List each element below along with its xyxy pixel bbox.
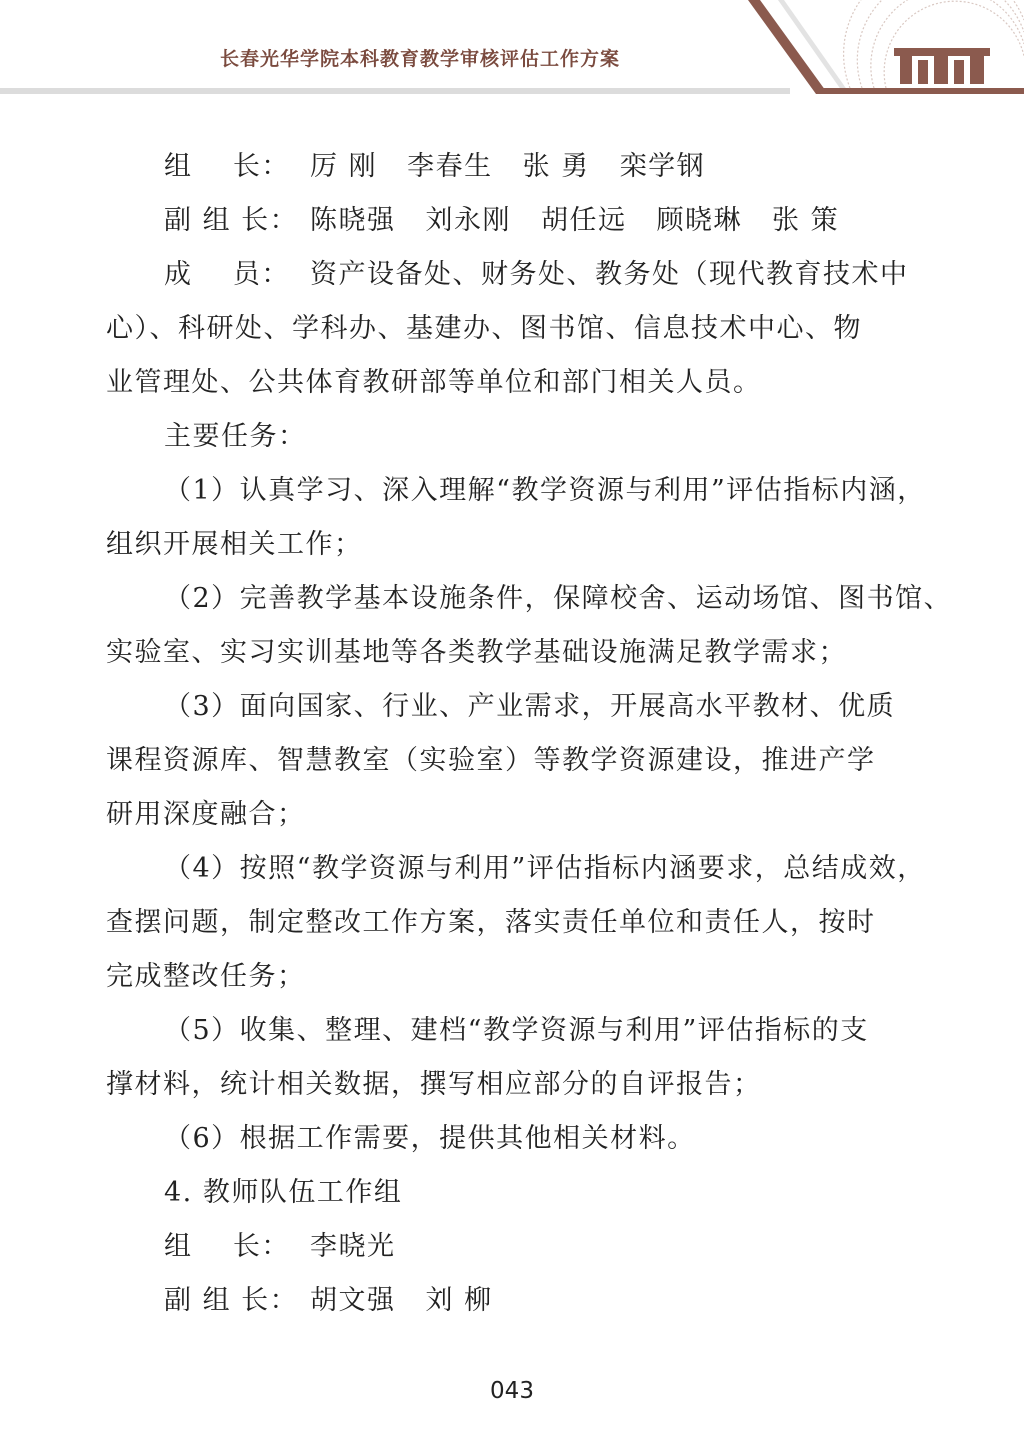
task-line: （1）认真学习、深入理解“教学资源与利用”评估指标内涵， (164, 475, 926, 506)
deputy-name: 顾晓琳 (656, 205, 742, 236)
leader-name: 厉 刚 (310, 151, 378, 182)
members-text: 资产设备处、财务处、教务处（现代教育技术中 (310, 259, 909, 290)
deputy-name: 胡文强 (310, 1285, 396, 1316)
document-title: 长春光华学院本科教育教学审核评估工作方案 (220, 48, 621, 70)
members-text-line: 心）、科研处、学科办、基建办、图书馆、信息技术中心、物 (106, 313, 862, 344)
page-number: 043 (490, 1378, 534, 1404)
tasks-title: 主要任务： (164, 421, 307, 452)
members-text-line: 业管理处、公共体育教研部等单位和部门相关人员。 (106, 367, 762, 398)
members-label: 成 员： (164, 259, 290, 290)
task-line: （4）按照“教学资源与利用”评估指标内涵要求，总结成效， (164, 853, 926, 884)
task-line: 撑材料，统计相关数据，撰写相应部分的自评报告； (106, 1069, 762, 1100)
deputy-name: 刘 柳 (425, 1285, 493, 1316)
deputy-name: 胡任远 (541, 205, 627, 236)
deputy-name: 张 策 (772, 205, 840, 236)
building-logo-icon (894, 48, 990, 84)
task-line: 完成整改任务； (106, 961, 306, 992)
task-line: 实验室、实习实训基地等各类教学基础设施满足教学需求； (106, 637, 847, 668)
task-line: 研用深度融合； (106, 799, 306, 830)
group3-deputy-row (106, 194, 924, 248)
task-line: 查摆问题，制定整改工作方案，落实责任单位和责任人，按时 (106, 907, 876, 938)
leader-label: 组 长： (164, 151, 290, 182)
group3-leader-row (106, 140, 924, 194)
group4-leader-row (106, 1220, 924, 1274)
task-line: （6）根据工作需要，提供其他相关材料。 (164, 1123, 696, 1154)
leader-name: 李春生 (407, 151, 493, 182)
page-header (0, 0, 1024, 100)
task-line: （3）面向国家、行业、产业需求，开展高水平教材、优质 (164, 691, 896, 722)
group3-members-row (106, 248, 924, 302)
task-line: （2）完善教学基本设施条件，保障校舍、运动场馆、图书馆、 (164, 583, 953, 614)
deputy-name: 陈晓强 (310, 205, 396, 236)
group4-deputy-row (106, 1274, 924, 1328)
section-title: 4. 教师队伍工作组 (164, 1177, 403, 1208)
task-line: （5）收集、整理、建档“教学资源与利用”评估指标的支 (164, 1015, 869, 1046)
leader-name: 栾学钢 (619, 151, 706, 182)
deputy-label: 副 组 长： (164, 205, 299, 236)
leader-name: 张 勇 (522, 151, 590, 182)
deputy-label: 副 组 长： (164, 1285, 299, 1316)
task-line: 组织开展相关工作； (106, 529, 363, 560)
document-body (106, 140, 953, 1328)
task-line: 课程资源库、智慧教室（实验室）等教学资源建设，推进产学 (106, 745, 876, 776)
deputy-name: 刘永刚 (425, 205, 511, 236)
leader-label: 组 长： (164, 1231, 290, 1262)
leader-name: 李晓光 (310, 1231, 396, 1262)
